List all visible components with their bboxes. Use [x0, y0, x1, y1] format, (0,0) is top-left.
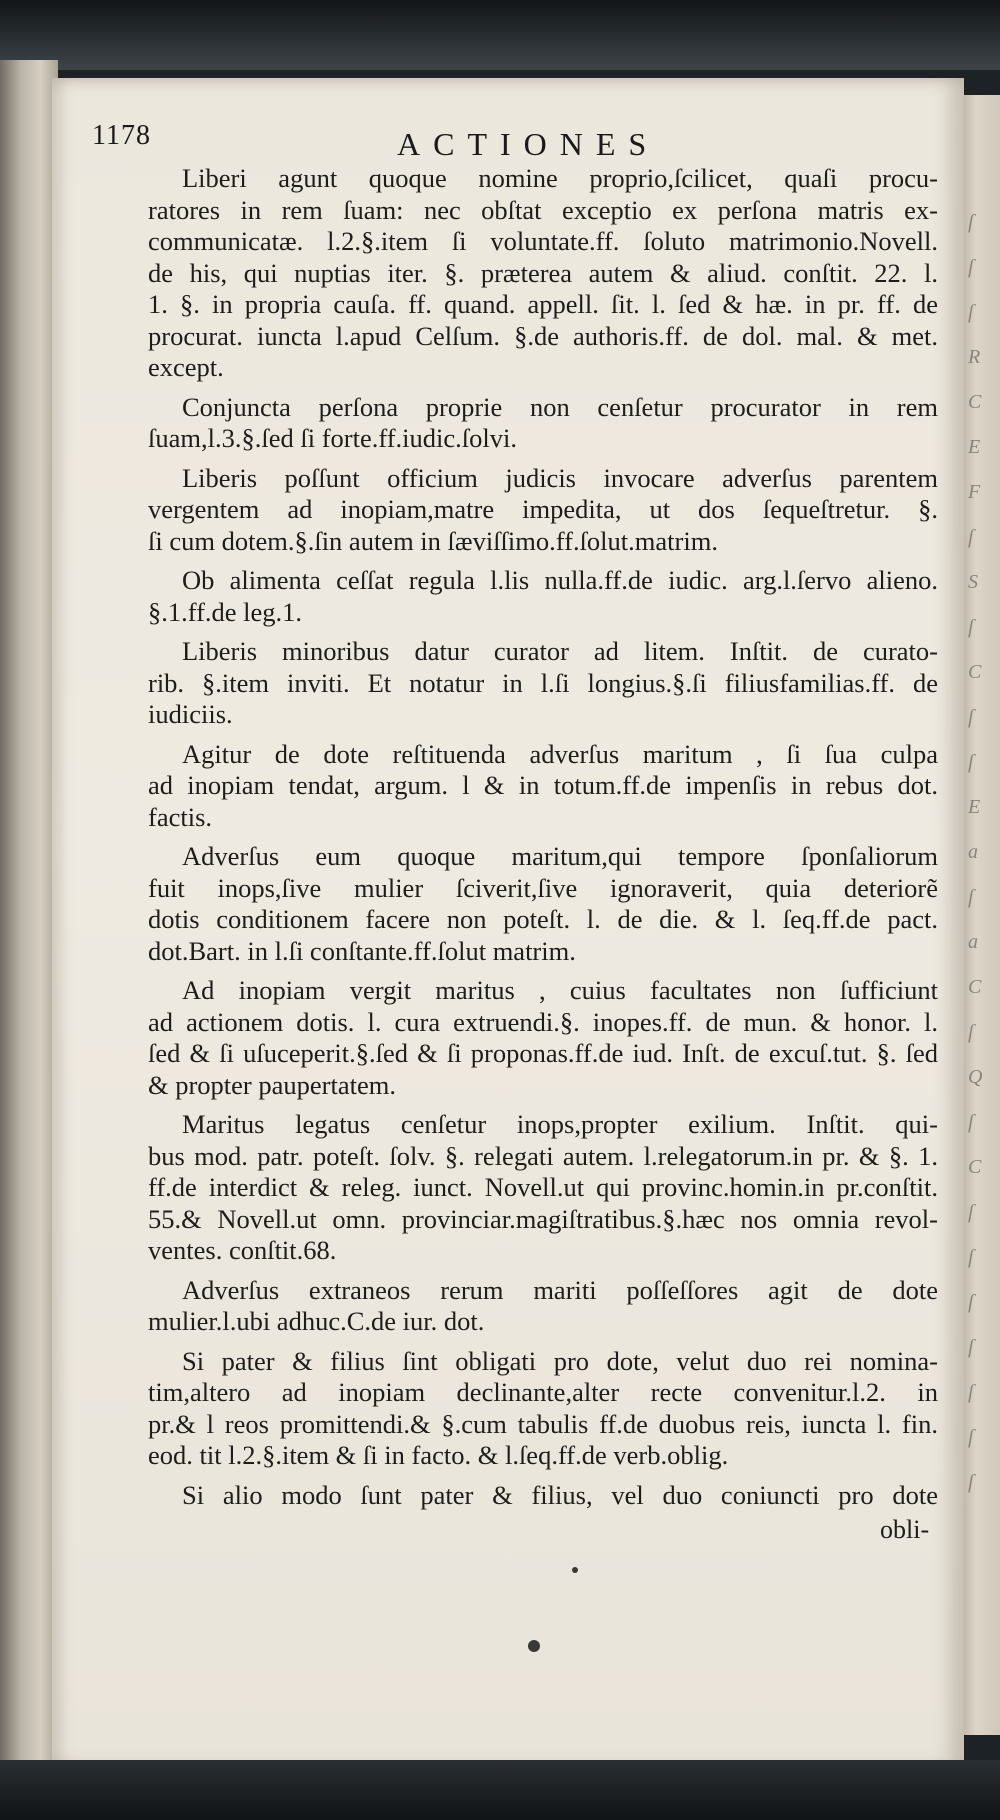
facing-page-fragment: C	[968, 661, 982, 683]
page-number: 1178	[92, 120, 151, 151]
facing-page-fragment: ſ	[968, 256, 974, 278]
text-line: Si alio modo ſunt pater & filius, vel duo coniuncti pro dote	[182, 1479, 938, 1510]
paragraph	[148, 392, 938, 455]
text-line: except.	[148, 352, 224, 382]
facing-page-fragment: ſ	[968, 526, 974, 548]
facing-page-text-fragments	[968, 200, 998, 1500]
paragraph	[148, 1346, 938, 1472]
paragraph	[148, 1275, 938, 1338]
text-line: Liberis minoribus datur curator ad litem. Inſtit. de curato-	[182, 636, 938, 666]
paragraph	[148, 636, 938, 731]
text-line: Agitur de dote reſtituenda adverſus maritum , ſi ſua culpa	[182, 738, 938, 769]
facing-page-fragment: ſ	[968, 616, 974, 638]
text-line: mulier.l.ubi adhuc.C.de iur. dot.	[148, 1306, 485, 1336]
text-line: Adverſus eum quoque maritum,qui tempore ſponſaliorum	[182, 841, 938, 871]
text-line: ratores in rem ſuam: nec obſtat exceptio ex perſona matris ex-	[148, 194, 938, 225]
text-line: & propter paupertatem.	[148, 1069, 396, 1100]
ink-speck	[572, 1567, 578, 1573]
facing-page-fragment: S	[968, 571, 978, 593]
running-head: ACTIONES	[397, 126, 660, 162]
text-line: procurat. iuncta l.apud Celſum. §.de authoris.ff. de dol. mal. & met.	[148, 320, 938, 351]
paragraph	[148, 975, 938, 1101]
text-line: eod. tit l.2.§.item & ſi in facto. & l.ſeq.ff.de verb.oblig.	[148, 1440, 729, 1470]
facing-page-fragment: ſ	[968, 751, 974, 773]
facing-page-fragment: C	[968, 976, 982, 998]
facing-page-fragment: E	[968, 436, 981, 458]
facing-page-fragment: R	[968, 346, 981, 368]
facing-page-fragment: ſ	[968, 1471, 974, 1493]
catchword: obli-	[880, 1515, 930, 1544]
text-line: ad actionem dotis. l. cura extruendi.§. inopes.ff. de mun. & honor. l.	[148, 1006, 938, 1037]
text-line: ſed & ſi uſuceperit.§.ſed & ſi proponas.ff.de iud. Inſt. de excuſ.tut. §. ſed	[148, 1038, 938, 1068]
facing-page-fragment: ſ	[968, 1246, 974, 1268]
book-cover-top	[0, 0, 1000, 70]
facing-page-fragment: Q	[968, 1066, 983, 1088]
facing-page-fragment: ſ	[968, 211, 974, 233]
background-bottom	[0, 1760, 1000, 1820]
text-line: ſi cum dotem.§.ſin autem in ſæviſſimo.ff.ſolut.matrim.	[148, 525, 718, 556]
facing-page-fragment: ſ	[968, 301, 974, 323]
text-line: dot.Bart. in l.ſi conſtante.ff.ſolut matrim.	[148, 935, 576, 966]
text-line: Liberi agunt quoque nomine proprio,ſcilicet, quaſi procu-	[182, 163, 938, 193]
text-line: Conjuncta perſona proprie non cenſetur procurator in rem	[182, 391, 938, 422]
text-line: pr.& l reos promittendi.& §.cum tabulis ff.de duobus reis, iuncta l. fin.	[148, 1408, 938, 1439]
text-line: Adverſus extraneos rerum mariti poſſeſſores agit de dote	[182, 1274, 938, 1305]
paragraph	[148, 1109, 938, 1267]
text-line: 1. §. in propria cauſa. ff. quand. appell. ſit. l. ſed & hæ. in pr. ff. de	[148, 289, 938, 319]
facing-page-fragment: ſ	[968, 706, 974, 728]
ink-speck	[528, 1640, 540, 1652]
facing-page-fragment: ſ	[968, 1336, 974, 1358]
text-line: §.1.ff.de leg.1.	[148, 596, 303, 627]
facing-page-fragment: a	[968, 931, 978, 953]
paragraph	[148, 463, 938, 558]
text-line: rib. §.item inviti. Et notatur in l.ſi longius.§.ſi filiusfamilias.ff. de	[148, 667, 938, 698]
text-line: Ad inopiam vergit maritus , cuius facultates non ſufficiunt	[182, 975, 938, 1005]
facing-page-fragment: ſ	[968, 1291, 974, 1313]
text-line: ventes. conſtit.68.	[148, 1235, 337, 1265]
facing-page-fragment: ſ	[968, 1426, 974, 1448]
facing-page-fragment: ſ	[968, 1201, 974, 1223]
facing-page-fragment: F	[968, 481, 981, 503]
facing-page-fragment: E	[968, 796, 981, 818]
paragraph	[148, 739, 938, 834]
text-line: ff.de interdict & releg. iunct. Novell.ut qui provinc.homin.in pr.conſtit.	[148, 1172, 938, 1202]
text-line: communicatæ. l.2.§.item ſi voluntate.ff. ſoluto matrimonio.Novell.	[148, 226, 938, 256]
paragraph	[148, 163, 938, 384]
text-line: ad inopiam tendat, argum. l & in totum.ff.de impenſis in rebus dot.	[148, 770, 938, 800]
facing-page-fragment: ſ	[968, 1381, 974, 1403]
text-line: iudiciis.	[148, 699, 233, 729]
text-line: Ob alimenta ceſſat regula l.lis nulla.ff.de iudic. arg.l.ſervo alieno.	[182, 565, 938, 595]
text-line: Maritus legatus cenſetur inops,propter exilium. Inſtit. qui-	[182, 1109, 938, 1139]
facing-page-fragment: ſ	[968, 1021, 974, 1043]
facing-page-fragment: a	[968, 841, 978, 863]
paragraph	[148, 565, 938, 628]
text-line: Liberis poſſunt officium judicis invocare adverſus parentem	[182, 462, 938, 493]
text-line: factis.	[148, 801, 213, 832]
text-line: tim,altero ad inopiam declinante,alter recte convenitur.l.2. in	[148, 1377, 938, 1407]
facing-page-fragment: C	[968, 391, 982, 413]
text-line: ſuam,l.3.§.ſed ſi forte.ff.iudic.ſolvi.	[148, 423, 517, 453]
page-stack-left-edge	[0, 60, 58, 1780]
text-line: de his, qui nuptias iter. §. præterea autem & aliud. conſtit. 22. l.	[148, 257, 938, 288]
facing-page-fragment: C	[968, 1156, 982, 1178]
paragraph	[148, 1480, 938, 1512]
text-line: fuit inops,ſive mulier ſciverit,ſive ignoraverit, quia deteriorẽ	[148, 872, 938, 903]
text-line: bus mod. patr. poteſt. ſolv. §. relegati autem. l.relegatorum.in pr. & §. 1.	[148, 1140, 938, 1171]
body-text	[148, 163, 938, 1519]
facing-page-fragment: ſ	[968, 1111, 974, 1133]
text-line: vergentem ad inopiam,matre impedita, ut dos ſequeſtretur. §.	[148, 494, 938, 524]
text-line: Si pater & filius ſint obligati pro dote, velut duo rei nomina-	[182, 1345, 938, 1376]
text-line: dotis conditionem facere non poteſt. l. de die. & l. ſeq.ff.de pact.	[148, 904, 938, 934]
text-line: 55.& Novell.ut omn. provinciar.magiſtratibus.§.hæc nos omnia revol-	[148, 1203, 938, 1234]
paragraph	[148, 841, 938, 967]
facing-page-fragment: ſ	[968, 886, 974, 908]
